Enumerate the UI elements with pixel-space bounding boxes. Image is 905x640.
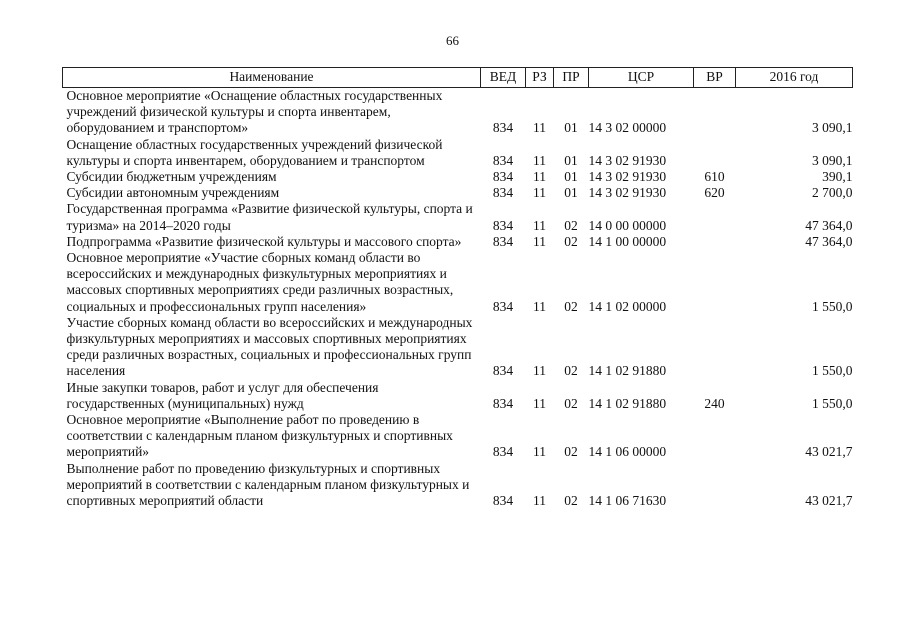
header-pr: ПР [554, 68, 589, 88]
row-amount: 1 550,0 [812, 298, 853, 314]
row-csr: 14 3 02 00000 [588, 120, 667, 136]
row-name: Субсидии бюджетным учреждениям [66, 169, 277, 185]
row-name: Подпрограмма «Развитие физической культуры и массового спорта» [66, 233, 462, 249]
row-csr: 14 1 06 71630 [588, 493, 667, 509]
row-vr [694, 137, 736, 169]
row-csr: 14 1 02 91880 [588, 363, 667, 379]
row-amount: 1 550,0 [812, 395, 853, 411]
row-rz: 11 [533, 217, 546, 233]
row-csr: 14 0 00 00000 [588, 217, 667, 233]
row-pr: 02 [564, 493, 578, 509]
row-pr: 01 [564, 169, 578, 185]
row-vr: 620 [704, 185, 725, 201]
row-vr [694, 412, 736, 461]
row-amount: 3 090,1 [812, 152, 853, 168]
row-rz: 11 [533, 363, 546, 379]
budget-table [62, 67, 853, 509]
row-ved: 834 [492, 120, 514, 136]
row-csr: 14 1 02 00000 [588, 298, 667, 314]
header-name: Наименование [63, 68, 481, 88]
row-ved: 834 [492, 152, 514, 168]
row-name: Оснащение областных государственных учреждений физической культуры и спорта инвентарем, оборудованием и транспортом [66, 136, 443, 168]
row-ved: 834 [492, 169, 514, 185]
row-rz: 11 [533, 493, 546, 509]
row-pr: 02 [564, 233, 578, 249]
row-csr: 14 3 02 91930 [588, 185, 667, 201]
row-csr: 14 1 02 91880 [588, 395, 667, 411]
table-row [63, 461, 853, 510]
page-number: 66 [446, 33, 459, 48]
row-amount: 2 700,0 [812, 185, 853, 201]
row-ved: 834 [492, 395, 514, 411]
row-name: Основное мероприятие «Участие сборных команд области во всероссийских и международных физкультурных мероприятиях и массовых спортивных мероприятиях среди различных возрастных, социальных и профессиональных групп населения» [66, 250, 454, 314]
table-row [63, 234, 853, 250]
table-row [63, 137, 853, 169]
row-rz: 11 [533, 395, 546, 411]
row-rz: 11 [533, 152, 546, 168]
row-pr: 01 [564, 185, 578, 201]
row-rz: 11 [533, 185, 546, 201]
row-name: Основное мероприятие «Оснащение областных государственных учреждений физической культуры и спорта инвентарем, оборудованием и транспортом» [66, 88, 443, 136]
row-csr: 14 3 02 91930 [588, 152, 667, 168]
row-amount: 1 550,0 [812, 363, 853, 379]
row-rz: 11 [533, 169, 546, 185]
row-pr: 02 [564, 298, 578, 314]
row-ved: 834 [492, 444, 514, 460]
row-pr: 02 [564, 217, 578, 233]
row-vr [694, 461, 736, 510]
header-vr: ВР [694, 68, 736, 88]
row-ved: 834 [492, 363, 514, 379]
row-vr [694, 201, 736, 233]
row-ved: 834 [492, 217, 514, 233]
row-rz: 11 [533, 298, 546, 314]
table-row [63, 412, 853, 461]
row-csr: 14 1 06 00000 [588, 444, 667, 460]
row-name: Субсидии автономным учреждениям [66, 185, 280, 201]
row-pr: 01 [564, 120, 578, 136]
row-name: Основное мероприятие «Выполнение работ по проведению в соответствии с календарным планом физкультурных и спортивных мероприятий» [66, 412, 453, 460]
header-csr: ЦСР [589, 68, 694, 88]
row-amount: 3 090,1 [812, 120, 853, 136]
row-name: Государственная программа «Развитие физической культуры, спорта и туризма» на 2014–2020 годы [66, 201, 473, 233]
row-vr [694, 250, 736, 315]
row-vr: 610 [704, 169, 725, 185]
table-row [63, 315, 853, 380]
row-pr: 02 [564, 363, 578, 379]
table-row [63, 201, 853, 233]
row-vr [694, 315, 736, 380]
table-row [63, 169, 853, 185]
row-rz: 11 [533, 444, 546, 460]
row-name: Иные закупки товаров, работ и услуг для обеспечения государственных (муниципальных) нужд [66, 379, 379, 411]
row-pr: 01 [564, 152, 578, 168]
row-ved: 834 [492, 233, 514, 249]
row-name: Выполнение работ по проведению физкультурных и спортивных мероприятий в соответствии с календарным планом физкультурных и спортивных мероприятий области [66, 460, 470, 509]
row-vr: 240 [704, 395, 725, 411]
row-ved: 834 [492, 493, 514, 509]
row-vr [694, 88, 736, 137]
row-ved: 834 [492, 298, 514, 314]
row-amount: 390,1 [822, 169, 853, 185]
header-rz: РЗ [526, 68, 554, 88]
table-row [63, 250, 853, 315]
row-rz: 11 [533, 120, 546, 136]
row-amount: 47 364,0 [805, 233, 853, 249]
header-year: 2016 год [736, 68, 853, 88]
row-amount: 43 021,7 [805, 444, 853, 460]
table-row [63, 185, 853, 201]
row-amount: 43 021,7 [805, 493, 853, 509]
row-rz: 11 [533, 233, 546, 249]
table-row [63, 380, 853, 412]
row-name: Участие сборных команд области во всероссийских и международных физкультурных мероприятиях и массовых спортивных мероприятиях среди различных возрастных, социальных и профессиональных групп населения [66, 314, 473, 379]
row-vr [694, 234, 736, 250]
header-ved: ВЕД [481, 68, 526, 88]
row-pr: 02 [564, 395, 578, 411]
row-ved: 834 [492, 185, 514, 201]
table-row [63, 88, 853, 137]
row-pr: 02 [564, 444, 578, 460]
table-header-row [63, 68, 853, 88]
row-csr: 14 3 02 91930 [588, 169, 667, 185]
row-amount: 47 364,0 [805, 217, 853, 233]
row-csr: 14 1 00 00000 [588, 233, 667, 249]
